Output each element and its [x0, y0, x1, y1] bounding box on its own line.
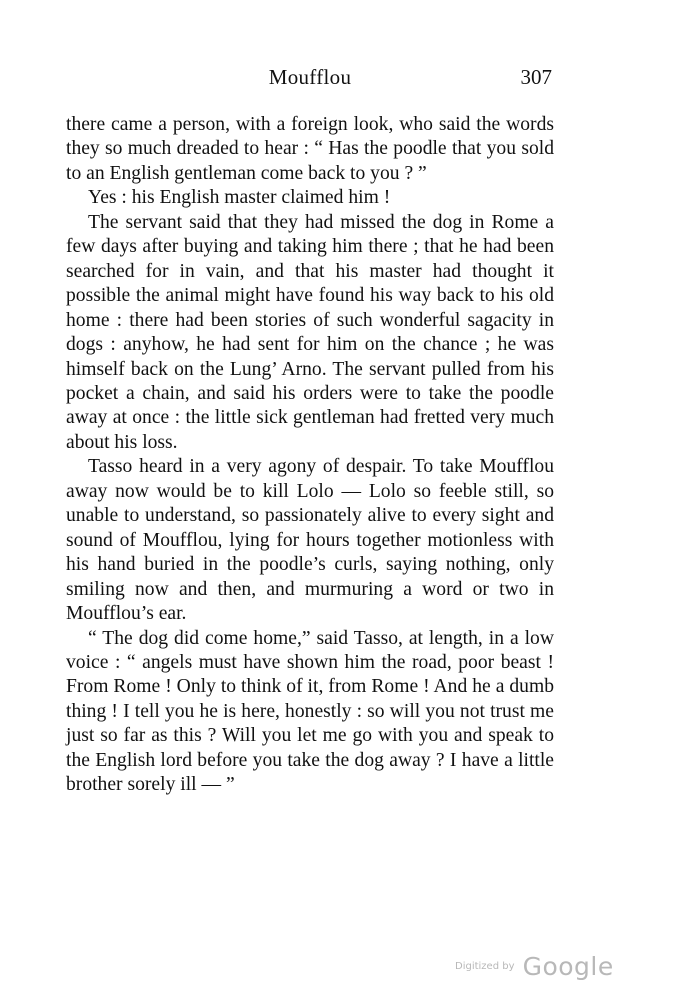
paragraph: “ The dog did come home,” said Tasso, at length, in a low voice : “ angels must have shown him the road, poor beast ! From Rome ! Only to think of it, from Rome ! And he a dumb thing ! I tell you he is here, honestly : so will you not trust me just so far as this ? Will you let me go with you and speak to the English lord before you take the dog away ? I have a little brother sorely ill — ” — [66, 627, 554, 796]
digitization-watermark — [455, 952, 614, 981]
page-header — [66, 62, 554, 96]
paragraph: The servant said that they had missed the dog in Rome a few days after buying and taking him there ; that he had been searched for in vain, and that his master had thought it possible the animal might have found his way back to his old home : there had been stories of such wonderful sagacity in dogs : anyhow, he had sent for him on the chance ; he was himself back on the Lung’ Arno. The servant pulled from his pocket a chain, and said his orders were to take the poodle away at once : the little sick gentleman had fretted very much about his loss. — [66, 211, 554, 453]
page-number: 307 — [520, 65, 552, 89]
paragraph: Tasso heard in a very agony of despair. To take Moufflou away now would be to kill Lolo — Lolo so feeble still, so unable to understand, so passionately alive to every sight and sound of Moufflou, lying for hours together motionless with his hand buried in the poodle’s curls, saying nothing, only smiling now and then, and murmuring a word or two in Moufflou’s ear. — [66, 456, 554, 625]
body-text — [66, 113, 554, 798]
paragraph-continuation: there came a person, with a foreign look, who said the words they so much dreaded to hear : “ Has the poodle that you sold to an English gentleman come back to you ? ” — [66, 114, 554, 184]
watermark-brand: Google — [522, 952, 614, 981]
paragraph: Yes : his English master claimed him ! — [88, 187, 391, 209]
watermark-prefix: Digitized by — [455, 961, 515, 972]
running-title: Moufflou — [268, 65, 352, 89]
